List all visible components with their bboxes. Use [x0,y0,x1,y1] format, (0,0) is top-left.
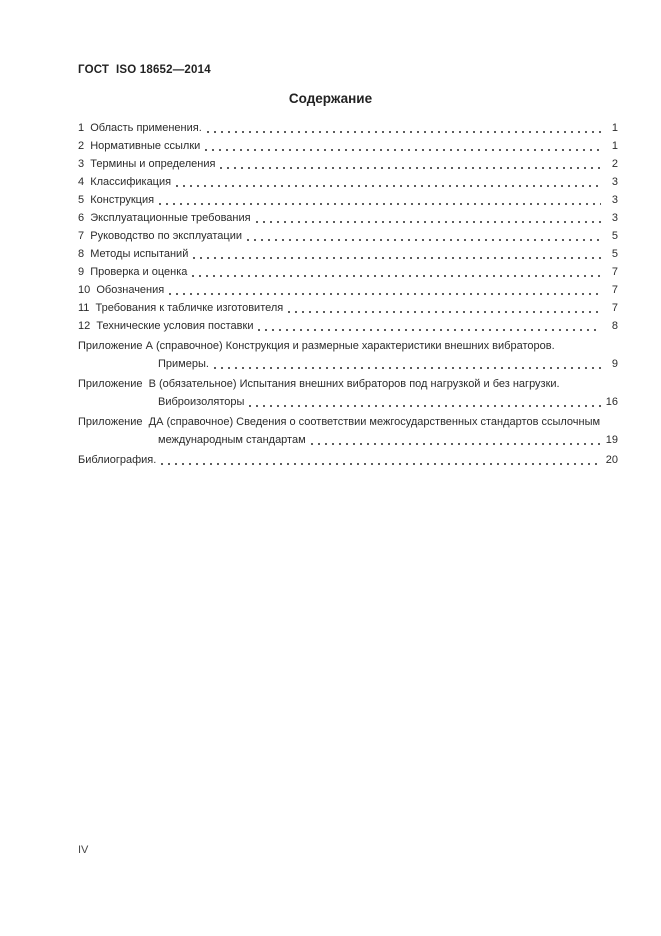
toc-item-label: 6 Эксплуатационные требования [78,212,251,224]
toc-appendix [78,337,618,373]
toc-item-label: 1 Область применения. [78,122,202,134]
toc-item-label: 12 Технические условия поставки [78,320,254,332]
dot-leader [207,131,601,133]
toc-item [78,119,618,137]
toc-appendix-subline [78,431,618,449]
toc-page-number: 7 [611,302,618,314]
dot-leader [258,329,601,331]
toc-appendix-title: Приложение В (обязательное) Испытания внешних вибраторов под нагрузкой и без нагрузки. [78,378,560,390]
toc-item [78,209,618,227]
toc-item [78,173,618,191]
toc-item [78,191,618,209]
toc-appendix-subtitle: Примеры. [158,358,209,370]
toc-page-number: 1 [611,122,618,134]
dot-leader [311,443,601,445]
dot-leader [249,405,601,407]
dot-leader [193,257,601,259]
toc-item [78,317,618,335]
toc-item-label: 9 Проверка и оценка [78,266,188,278]
dot-leader [220,167,601,169]
dot-leader [159,203,601,205]
toc-appendix-title: Приложение ДА (справочное) Сведения о соответствии межгосударственных стандартов ссылочным [78,416,601,428]
toc-item [78,245,618,263]
toc-item [78,281,618,299]
toc-item-label: 11 Требования к табличке изготовителя [78,302,284,314]
toc-item [78,155,618,173]
toc-item-label: 7 Руководство по эксплуатации [78,230,242,242]
toc-item-label: 3 Термины и определения [78,158,216,170]
toc-item [78,263,618,281]
toc-page-number: 3 [611,176,618,188]
dot-leader [288,311,601,313]
toc-appendix-subtitle: международным стандартам [158,434,306,446]
toc-page-number: 2 [611,158,618,170]
toc-page-number: 3 [611,212,618,224]
toc-appendix-subtitle: Виброизоляторы [158,396,245,408]
toc-page-number: 9 [611,358,618,370]
toc-item-label: 10 Обозначения [78,284,165,296]
toc-appendix [78,375,618,411]
toc-appendix-title: Приложение А (справочное) Конструкция и размерные характеристики внешних вибраторов. [78,340,555,352]
toc-item [78,137,618,155]
toc-page-number: 7 [611,284,618,296]
document-designation: ГОСТ ISO 18652—2014 [78,64,211,76]
dot-leader [214,367,601,369]
dot-leader [161,463,601,465]
dot-leader [176,185,601,187]
toc-item-label: 8 Методы испытаний [78,248,189,260]
toc-item [78,299,618,317]
toc-page-number: 16 [605,396,618,408]
page-title: Содержание [288,91,373,106]
toc-item-label: 2 Нормативные ссылки [78,140,201,152]
dot-leader [192,275,601,277]
toc-item-label: 4 Классификация [78,176,172,188]
toc-page-number: 7 [611,266,618,278]
toc-appendix [78,413,618,449]
toc-page-number: 8 [611,320,618,332]
toc-appendix-subline [78,393,618,411]
toc-page-number: 5 [611,248,618,260]
toc-page-number: 20 [605,454,618,466]
toc-page-number: 19 [605,434,618,446]
toc-appendix-subline [78,355,618,373]
toc-item-label: 5 Конструкция [78,194,155,206]
toc-page-number: 1 [611,140,618,152]
dot-leader [247,239,601,241]
toc-item [78,227,618,245]
toc-item [78,451,618,469]
dot-leader [256,221,601,223]
toc-item-label: Библиография. [78,454,157,466]
toc-page-number: 3 [611,194,618,206]
dot-leader [169,293,601,295]
footer-page-number: IV [78,844,89,856]
toc-page-number: 5 [611,230,618,242]
dot-leader [205,149,601,151]
table-of-contents [78,119,618,469]
